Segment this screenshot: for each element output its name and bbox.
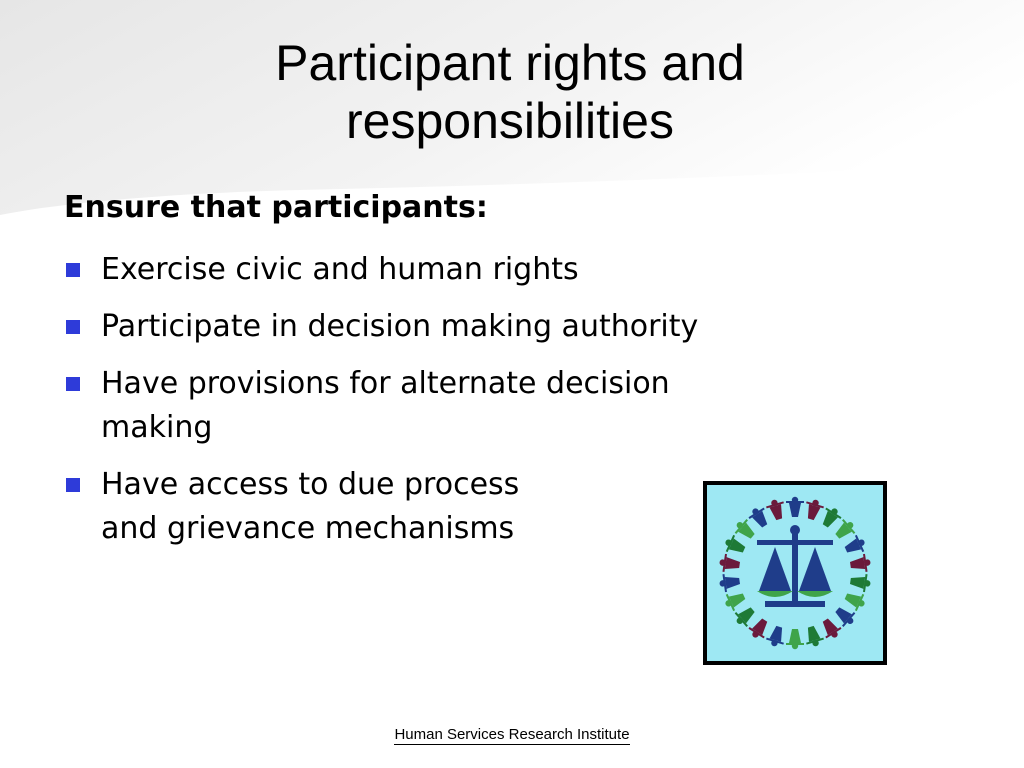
bullet-item — [64, 305, 791, 349]
person-figure — [818, 504, 844, 531]
person-figure — [802, 624, 825, 648]
square-bullet-icon — [66, 478, 80, 492]
bullet-list — [64, 248, 791, 564]
person-figure — [831, 603, 858, 630]
square-bullet-icon — [66, 377, 80, 391]
bullet-text: Exercise civic and human rights — [101, 252, 579, 287]
square-bullet-icon — [66, 263, 80, 277]
person-figure — [732, 603, 759, 630]
person-figure — [786, 629, 804, 649]
person-figure — [831, 516, 858, 543]
footer-org-name: Human Services Research Institute — [394, 726, 630, 743]
person-figure — [818, 615, 844, 642]
bullet-item — [64, 248, 791, 292]
justice-emblem-image — [703, 481, 887, 665]
square-bullet-icon — [66, 320, 80, 334]
scales-of-justice-with-people-circle-icon — [707, 485, 883, 661]
person-figure — [732, 516, 759, 543]
person-figure — [718, 572, 741, 593]
person-figure — [765, 497, 788, 521]
intro-heading: Ensure that participants: — [64, 190, 488, 225]
bullet-text: Have access to due process and grievance mechanisms — [101, 467, 520, 546]
person-figure — [849, 572, 872, 593]
person-figure — [746, 504, 772, 531]
title-line: Participant rights and — [275, 35, 745, 91]
bullet-text: Participate in decision making authority — [101, 309, 699, 344]
title-line: responsibilities — [346, 93, 674, 149]
bullet-item — [64, 362, 791, 450]
bullet-item — [64, 463, 791, 551]
person-figure — [765, 624, 788, 648]
scales-icon — [757, 525, 833, 607]
person-figure — [849, 553, 872, 574]
footer — [0, 726, 1024, 743]
person-figure — [746, 615, 772, 642]
person-figure — [718, 553, 741, 574]
bullet-text: Have provisions for alternate decision making — [101, 366, 670, 445]
person-figure — [786, 497, 804, 517]
person-figure — [802, 497, 825, 521]
slide-title — [130, 34, 890, 150]
